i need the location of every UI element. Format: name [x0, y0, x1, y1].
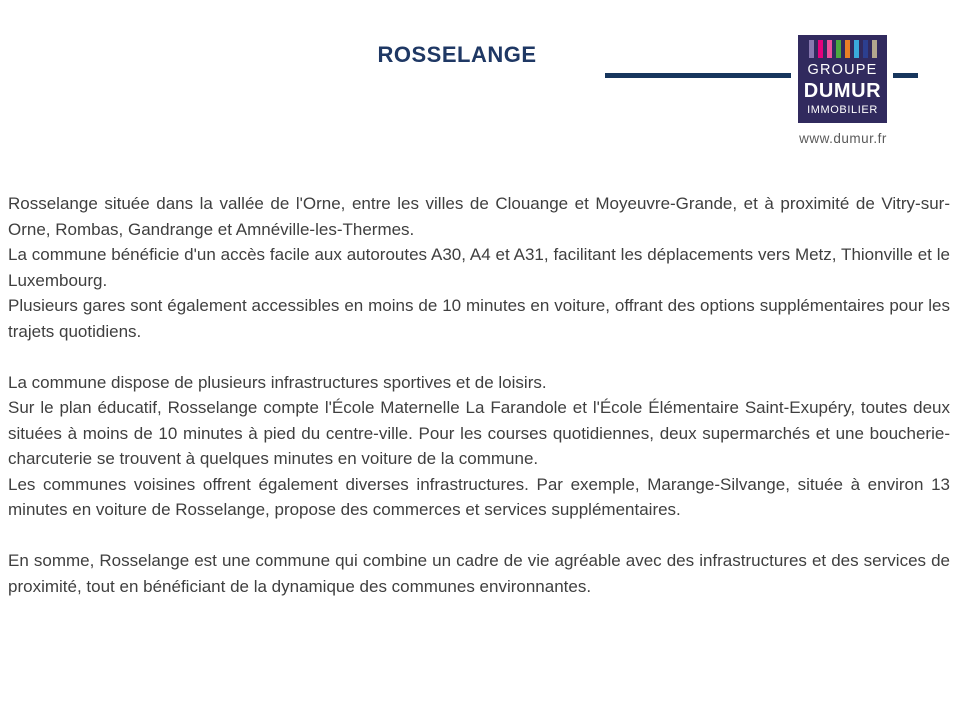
paragraph-infrastructures: La commune dispose de plusieurs infrastructures sportives et de loisirs. — [8, 372, 547, 392]
paragraph-education: Sur le plan éducatif, Rosselange compte l'École Maternelle La Farandole et l'École Élémentaire Saint-Exupéry, toutes deux situées à moins de 10 minutes à pied du centre-ville. Pour les courses quotidiennes, deux supermarchés et une boucherie-charcuterie se trouvent à quelques minutes en voiture de la commune. — [8, 398, 950, 468]
groupe-dumur-logo — [798, 35, 887, 123]
paragraph-communes-voisines: Les communes voisines offrent également diverses infrastructures. Par exemple, Marange-Silvange, située à environ 13 minutes en voiture de Rosselange, propose des commerces et services supplémentaires. — [8, 474, 950, 519]
paragraph-gares: Plusieurs gares sont également accessibles en moins de 10 minutes en voiture, offrant des options supplémentaires pour les trajets quotidiens. — [8, 296, 950, 341]
body-text — [8, 191, 950, 599]
logo-dumur-label: DUMUR — [803, 80, 882, 102]
paragraph-intro: Rosselange située dans la vallée de l'Orne, entre les villes de Clouange et Moyeuvre-Grande, et à proximité de Vitry-sur-Orne, Rombas, Gandrange et Amnéville-les-Thermes. — [8, 194, 950, 239]
paragraph-conclusion: En somme, Rosselange est une commune qui combine un cadre de vie agréable avec des infrastructures et des services de proximité, tout en bénéficiant de la dynamique des communes environnantes. — [8, 551, 950, 596]
header-rule-right — [893, 73, 918, 78]
logo-website-url: www.dumur.fr — [799, 131, 887, 146]
paragraph-autoroutes: La commune bénéficie d'un accès facile aux autoroutes A30, A4 et A31, facilitant les déplacements vers Metz, Thionville et le Luxembourg. — [8, 245, 950, 290]
header-rule-left — [605, 73, 791, 78]
logo-groupe-label: GROUPE — [807, 62, 878, 78]
logo-color-bars-icon — [809, 40, 877, 58]
logo-immobilier-label: IMMOBILIER — [807, 104, 878, 116]
slide-title: ROSSELANGE — [377, 42, 537, 67]
